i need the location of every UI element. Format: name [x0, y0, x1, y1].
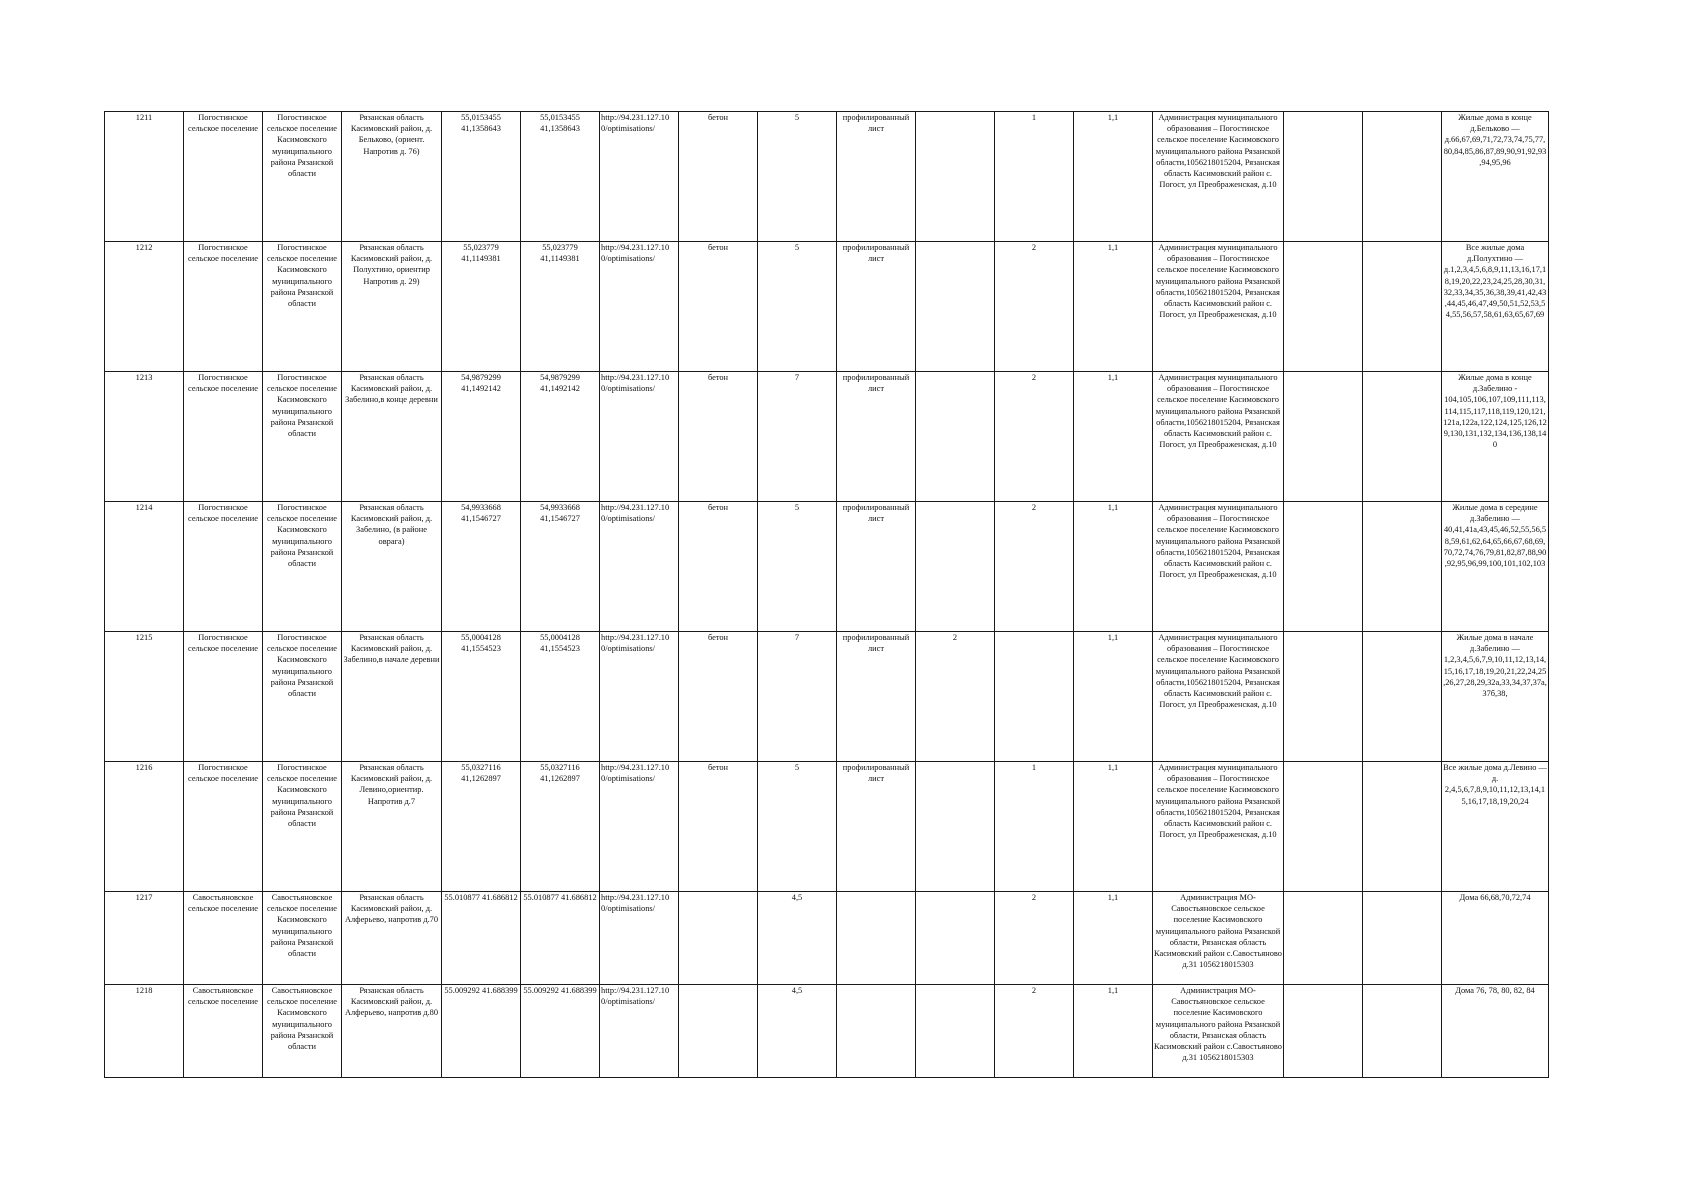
houses-cell: Жилые дома в конце д.Забелино - 104,105,106,107,109,111,113,114,115,117,118,119,120,121,121а,122а,122,124,125,126,129,130,131,132,134,136,138,140 — [1442, 372, 1549, 502]
row-number: 1212 — [105, 242, 184, 372]
count-cell — [916, 892, 995, 985]
settlement-cell: Погостинское сельское поселение — [184, 242, 263, 372]
area-cell: 7 — [758, 372, 837, 502]
houses-cell: Дома 76, 78, 80, 82, 84 — [1442, 985, 1549, 1078]
settlement-cell: Погостинское сельское поселение — [184, 762, 263, 892]
row-number: 1216 — [105, 762, 184, 892]
surface-cell: бетон — [679, 762, 758, 892]
coordinates-cell: 55,0153455 41,1358643 — [521, 112, 600, 242]
row-number: 1217 — [105, 892, 184, 985]
owner-cell: Погостинское сельское поселение Касимовского муниципального района Рязанской области — [263, 762, 342, 892]
fence-cell: профилированный лист — [837, 242, 916, 372]
admin-cell: Администрация муниципального образования – Погостинское сельское поселение Касимовского муниципального района Рязанской области,1056218015204, Рязанская область Касимовский район с. Погост, ул Преображенская, д.10 — [1153, 502, 1284, 632]
area-cell: 4,5 — [758, 892, 837, 985]
address-cell: Рязанская область Касимовский район, д. Алферьево, напротив д.70 — [342, 892, 442, 985]
count-cell: 2 — [916, 632, 995, 762]
coordinates-cell: 55,0153455 41,1358643 — [442, 112, 521, 242]
houses-cell: Жилые дома в середине д.Забелино — 40,41,41а,43,45,46,52,55,56,58,59,61,62,64,65,66,67,68,69,70,72,74,76,79,81,82,87,88,90,92,95,96,99,100,101,102,103 — [1442, 502, 1549, 632]
table-row — [105, 242, 1549, 372]
row-number: 1214 — [105, 502, 184, 632]
houses-cell: Жилые дома в начале д.Забелино — 1,2,3,4,5,6,7,9,10,11,12,13,14,15,16,17,18,19,20,21,22,24,25,26,27,28,29,32а,33,34,37,37а,37б,38, — [1442, 632, 1549, 762]
table-row — [105, 762, 1549, 892]
owner-cell: Погостинское сельское поселение Касимовского муниципального района Рязанской области — [263, 242, 342, 372]
link-cell[interactable]: http://94.231.127.10 0/optimisations/ — [600, 632, 679, 762]
owner-cell: Савостьяновское сельское поселение Касимовского муниципального района Рязанской области — [263, 892, 342, 985]
address-cell: Рязанская область Касимовский район, д. Забелино, (в районе оврага) — [342, 502, 442, 632]
volume-cell: 1,1 — [1074, 632, 1153, 762]
coordinates-cell: 55.009292 41.688399 — [521, 985, 600, 1078]
admin-cell: Администрация муниципального образования – Погостинское сельское поселение Касимовского муниципального района Рязанской области,1056218015204, Рязанская область Касимовский район с. Погост, ул Преображенская, д.10 — [1153, 762, 1284, 892]
count-cell: 2 — [995, 502, 1074, 632]
empty-cell — [1363, 762, 1442, 892]
settlement-cell: Погостинское сельское поселение — [184, 632, 263, 762]
count-cell: 2 — [995, 892, 1074, 985]
admin-cell: Администрация МО-Савостьяновское сельское поселение Касимовского муниципального района Рязанской области, Рязанская область Касимовский район с.Савостьяново д.31 1056218015303 — [1153, 892, 1284, 985]
volume-cell: 1,1 — [1074, 112, 1153, 242]
count-cell — [916, 112, 995, 242]
registry-table — [104, 111, 1549, 1078]
link-cell[interactable]: http://94.231.127.10 0/optimisations/ — [600, 242, 679, 372]
coordinates-cell: 55.009292 41.688399 — [442, 985, 521, 1078]
empty-cell — [1363, 242, 1442, 372]
empty-cell — [1363, 985, 1442, 1078]
volume-cell: 1,1 — [1074, 502, 1153, 632]
empty-cell — [1363, 372, 1442, 502]
coordinates-cell: 55,023779 41,1149381 — [442, 242, 521, 372]
settlement-cell: Погостинское сельское поселение — [184, 112, 263, 242]
link-cell[interactable]: http://94.231.127.10 0/optimisations/ — [600, 892, 679, 985]
empty-cell — [1284, 762, 1363, 892]
empty-cell — [1284, 985, 1363, 1078]
address-cell: Рязанская область Касимовский район, д. Забелино,в начале деревни — [342, 632, 442, 762]
coordinates-cell: 55,0004128 41,1554523 — [521, 632, 600, 762]
area-cell: 5 — [758, 762, 837, 892]
row-number: 1218 — [105, 985, 184, 1078]
fence-cell — [837, 892, 916, 985]
coordinates-cell: 54,9879299 41,1492142 — [521, 372, 600, 502]
fence-cell: профилированный лист — [837, 372, 916, 502]
coordinates-cell: 54,9933668 41,1546727 — [521, 502, 600, 632]
houses-cell: Дома 66,68,70,72,74 — [1442, 892, 1549, 985]
link-cell[interactable]: http://94.231.127.10 0/optimisations/ — [600, 112, 679, 242]
fence-cell: профилированный лист — [837, 502, 916, 632]
count-cell — [916, 242, 995, 372]
volume-cell: 1,1 — [1074, 985, 1153, 1078]
empty-cell — [1363, 112, 1442, 242]
empty-cell — [1284, 892, 1363, 985]
houses-cell: Жилые дома в конце д.Бельково — д.66,67,69,71,72,73,74,75,77,80,84,85,86,87,89,90,91,92,93,94,95,96 — [1442, 112, 1549, 242]
admin-cell: Администрация муниципального образования – Погостинское сельское поселение Касимовского муниципального района Рязанской области,1056218015204, Рязанская область Касимовский район с. Погост, ул Преображенская, д.10 — [1153, 112, 1284, 242]
count-cell: 2 — [995, 242, 1074, 372]
link-cell[interactable]: http://94.231.127.10 0/optimisations/ — [600, 985, 679, 1078]
empty-cell — [1284, 242, 1363, 372]
coordinates-cell: 55.010877 41.686812 — [521, 892, 600, 985]
coordinates-cell: 54,9879299 41,1492142 — [442, 372, 521, 502]
surface-cell — [679, 892, 758, 985]
empty-cell — [1284, 632, 1363, 762]
volume-cell: 1,1 — [1074, 892, 1153, 985]
settlement-cell: Савостьяновское сельское поселение — [184, 985, 263, 1078]
table-row — [105, 632, 1549, 762]
count-cell — [916, 372, 995, 502]
area-cell: 7 — [758, 632, 837, 762]
surface-cell: бетон — [679, 372, 758, 502]
row-number: 1215 — [105, 632, 184, 762]
empty-cell — [1284, 112, 1363, 242]
volume-cell: 1,1 — [1074, 242, 1153, 372]
admin-cell: Администрация муниципального образования – Погостинское сельское поселение Касимовского муниципального района Рязанской области,1056218015204, Рязанская область Касимовский район с. Погост, ул Преображенская, д.10 — [1153, 242, 1284, 372]
houses-cell: Все жилые дома д.Полухтино — д.1,2,3,4,5,6,8,9,11,13,16,17,18,19,20,22,23,24,25,28,30,31,32,33,34,35,36,38,39,41,42,43,44,45,46,47,49,50,51,52,53,54,55,56,57,58,61,63,65,67,69 — [1442, 242, 1549, 372]
count-cell: 1 — [995, 112, 1074, 242]
coordinates-cell: 55,0327116 41,1262897 — [442, 762, 521, 892]
table-row — [105, 112, 1549, 242]
empty-cell — [1363, 502, 1442, 632]
fence-cell: профилированный лист — [837, 112, 916, 242]
fence-cell: профилированный лист — [837, 762, 916, 892]
address-cell: Рязанская область Касимовский район, д. Полухтино, ориентир Напротив д. 29) — [342, 242, 442, 372]
link-cell[interactable]: http://94.231.127.10 0/optimisations/ — [600, 762, 679, 892]
count-cell — [995, 632, 1074, 762]
table-row — [105, 892, 1549, 985]
owner-cell: Погостинское сельское поселение Касимовского муниципального района Рязанской области — [263, 112, 342, 242]
address-cell: Рязанская область Касимовский район, д. Бельково, (ориент. Напротив д. 76) — [342, 112, 442, 242]
table-row — [105, 372, 1549, 502]
fence-cell — [837, 985, 916, 1078]
surface-cell: бетон — [679, 112, 758, 242]
houses-cell: Все жилые дома д.Левино — д. 2,4,5,6,7,8,9,10,11,12,13,14,15,16,17,18,19,20,24 — [1442, 762, 1549, 892]
coordinates-cell: 55,023779 41,1149381 — [521, 242, 600, 372]
admin-cell: Администрация муниципального образования – Погостинское сельское поселение Касимовского муниципального района Рязанской области,1056218015204, Рязанская область Касимовский район с. Погост, ул Преображенская, д.10 — [1153, 372, 1284, 502]
area-cell: 4,5 — [758, 985, 837, 1078]
owner-cell: Погостинское сельское поселение Касимовского муниципального района Рязанской области — [263, 372, 342, 502]
empty-cell — [1284, 372, 1363, 502]
coordinates-cell: 55,0004128 41,1554523 — [442, 632, 521, 762]
fence-cell: профилированный лист — [837, 632, 916, 762]
empty-cell — [1363, 892, 1442, 985]
row-number: 1211 — [105, 112, 184, 242]
surface-cell: бетон — [679, 242, 758, 372]
coordinates-cell: 54,9933668 41,1546727 — [442, 502, 521, 632]
link-cell[interactable]: http://94.231.127.10 0/optimisations/ — [600, 372, 679, 502]
count-cell — [916, 502, 995, 632]
count-cell: 1 — [995, 762, 1074, 892]
owner-cell: Савостьяновское сельское поселение Касимовского муниципального района Рязанской области — [263, 985, 342, 1078]
count-cell: 2 — [995, 372, 1074, 502]
empty-cell — [1363, 632, 1442, 762]
area-cell: 5 — [758, 242, 837, 372]
owner-cell: Погостинское сельское поселение Касимовского муниципального района Рязанской области — [263, 502, 342, 632]
surface-cell: бетон — [679, 632, 758, 762]
count-cell: 2 — [995, 985, 1074, 1078]
address-cell: Рязанская область Касимовский район, д. Алферьево, напротив д.80 — [342, 985, 442, 1078]
surface-cell: бетон — [679, 502, 758, 632]
coordinates-cell: 55,0327116 41,1262897 — [521, 762, 600, 892]
area-cell: 5 — [758, 112, 837, 242]
settlement-cell: Савостьяновское сельское поселение — [184, 892, 263, 985]
row-number: 1213 — [105, 372, 184, 502]
count-cell — [916, 985, 995, 1078]
settlement-cell: Погостинское сельское поселение — [184, 502, 263, 632]
table-row — [105, 502, 1549, 632]
address-cell: Рязанская область Касимовский район, д. Забелино,в конце деревни — [342, 372, 442, 502]
coordinates-cell: 55.010877 41.686812 — [442, 892, 521, 985]
table-row — [105, 985, 1549, 1078]
settlement-cell: Погостинское сельское поселение — [184, 372, 263, 502]
link-cell[interactable]: http://94.231.127.10 0/optimisations/ — [600, 502, 679, 632]
admin-cell: Администрация муниципального образования – Погостинское сельское поселение Касимовского муниципального района Рязанской области,1056218015204, Рязанская область Касимовский район с. Погост, ул Преображенская, д.10 — [1153, 632, 1284, 762]
empty-cell — [1284, 502, 1363, 632]
address-cell: Рязанская область Касимовский район, д. Левино,ориентир. Напротив д.7 — [342, 762, 442, 892]
admin-cell: Администрация МО-Савостьяновское сельское поселение Касимовского муниципального района Рязанской области, Рязанская область Касимовский район с.Савостьяново д.31 1056218015303 — [1153, 985, 1284, 1078]
count-cell — [916, 762, 995, 892]
surface-cell — [679, 985, 758, 1078]
area-cell: 5 — [758, 502, 837, 632]
volume-cell: 1,1 — [1074, 762, 1153, 892]
volume-cell: 1,1 — [1074, 372, 1153, 502]
owner-cell: Погостинское сельское поселение Касимовского муниципального района Рязанской области — [263, 632, 342, 762]
